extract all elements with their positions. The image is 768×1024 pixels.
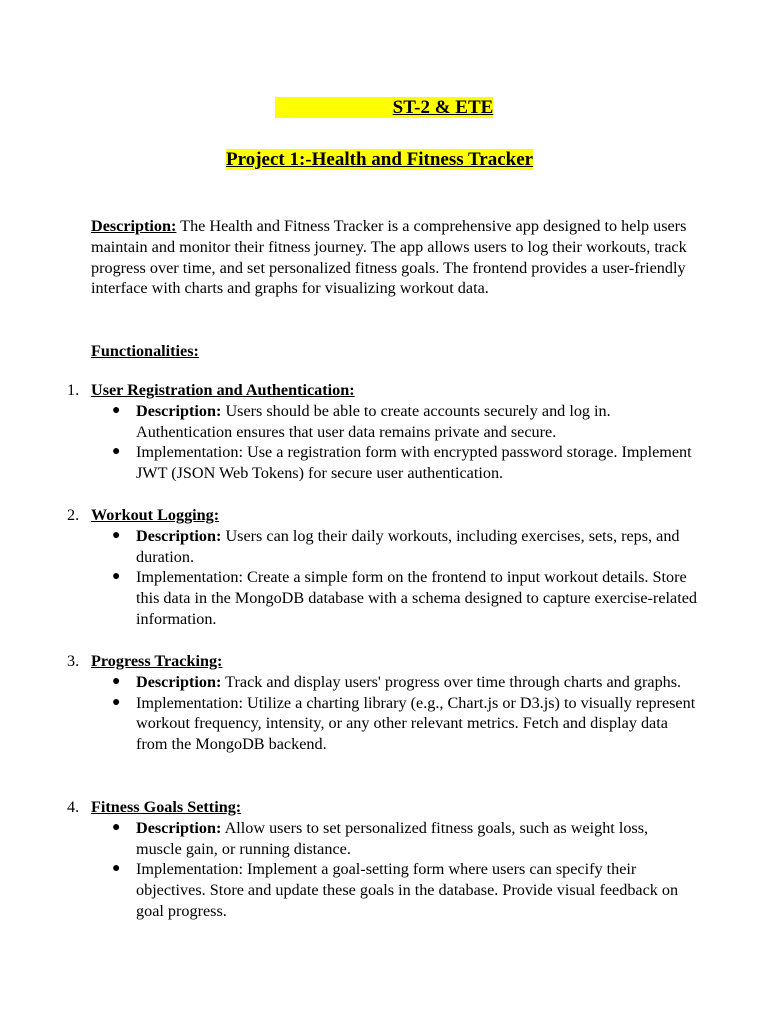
bullet-list — [67, 818, 697, 922]
bullet-dot-icon: ● — [112, 444, 121, 460]
section-title: Workout Logging: — [91, 506, 220, 524]
project-title — [226, 148, 533, 172]
bullet-text: Implementation: Create a simple form on the frontend to input workout details. Store this data in the MongoDB database with a schema designed to capture exercise-related information. — [136, 568, 697, 628]
section-title: Fitness Goals Setting: — [91, 798, 242, 816]
list-item — [112, 526, 697, 568]
list-item — [112, 401, 697, 443]
list-item — [112, 818, 697, 860]
list-item — [112, 442, 697, 484]
bullet-text: Users should be able to create accounts securely and log in. Authentication ensures that user data remains private and secure. — [136, 401, 611, 441]
bullet-dot-icon: ● — [112, 527, 121, 543]
functionalities-heading: Functionalities: — [91, 342, 199, 360]
bullet-list — [67, 526, 697, 630]
description-paragraph — [91, 216, 691, 299]
section-progress-tracking — [67, 651, 697, 755]
list-item — [112, 693, 697, 755]
section-title: Progress Tracking: — [91, 652, 223, 670]
bullet-dot-icon: ● — [112, 673, 121, 689]
section-heading — [67, 797, 697, 818]
bullet-dot-icon: ● — [112, 569, 121, 585]
section-number: 3. — [67, 652, 80, 670]
bullet-label: Description: — [136, 672, 222, 691]
list-item — [112, 567, 697, 629]
section-number: 1. — [67, 381, 80, 399]
bullet-label: Description: — [136, 526, 222, 545]
document-title — [0, 96, 768, 120]
section-title: User Registration and Authentication: — [91, 381, 355, 399]
section-number: 4. — [67, 798, 80, 816]
project-title-text: Project 1:-Health and Fitness Tracker — [226, 149, 534, 170]
bullet-dot-icon: ● — [112, 861, 121, 877]
bullet-text: Implementation: Use a registration form with encrypted password storage. Implement JWT (JSON Web Tokens) for secure user authentication. — [136, 443, 692, 483]
bullet-text: Allow users to set personalized fitness goals, such as weight loss, muscle gain, or running distance. — [136, 818, 649, 858]
bullet-text: Users can log their daily workouts, including exercises, sets, reps, and duration. — [136, 526, 680, 566]
bullet-text: Track and display users' progress over time through charts and graphs. — [221, 672, 682, 691]
bullet-dot-icon: ● — [112, 819, 121, 835]
bullet-list — [67, 401, 697, 484]
section-number: 2. — [67, 506, 80, 524]
bullet-label: Description: — [136, 818, 222, 837]
section-heading — [67, 380, 697, 401]
section-heading — [67, 505, 697, 526]
description-text: The Health and Fitness Tracker is a comprehensive app designed to help users maintain and monitor their fitness journey. The app allows users to log their workouts, track progress over time, and set personalized fitness goals. The frontend provides a user-friendly interface with charts and graphs for visualizing workout data. — [91, 217, 687, 298]
section-workout-logging — [67, 505, 697, 630]
list-item — [112, 672, 697, 693]
bullet-text: Implementation: Utilize a charting library (e.g., Chart.js or D3.js) to visually represent workout frequency, intensity, or any other relevant metrics. Fetch and display data from the MongoDB backend. — [136, 693, 696, 754]
bullet-text: Implementation: Implement a goal-setting form where users can specify their objectives. Store and update these goals in the database. Provide visual feedback on goal progress. — [136, 860, 679, 920]
bullet-dot-icon: ● — [112, 694, 121, 710]
description-label: Description: — [91, 217, 177, 235]
section-fitness-goals — [67, 797, 697, 922]
list-item — [112, 859, 697, 921]
document-title-text: ST-2 & ETE — [275, 97, 494, 118]
bullet-label: Description: — [136, 401, 222, 420]
bullet-dot-icon: ● — [112, 402, 121, 418]
section-heading — [67, 651, 697, 672]
section-user-registration — [67, 380, 697, 484]
bullet-list — [67, 672, 697, 755]
